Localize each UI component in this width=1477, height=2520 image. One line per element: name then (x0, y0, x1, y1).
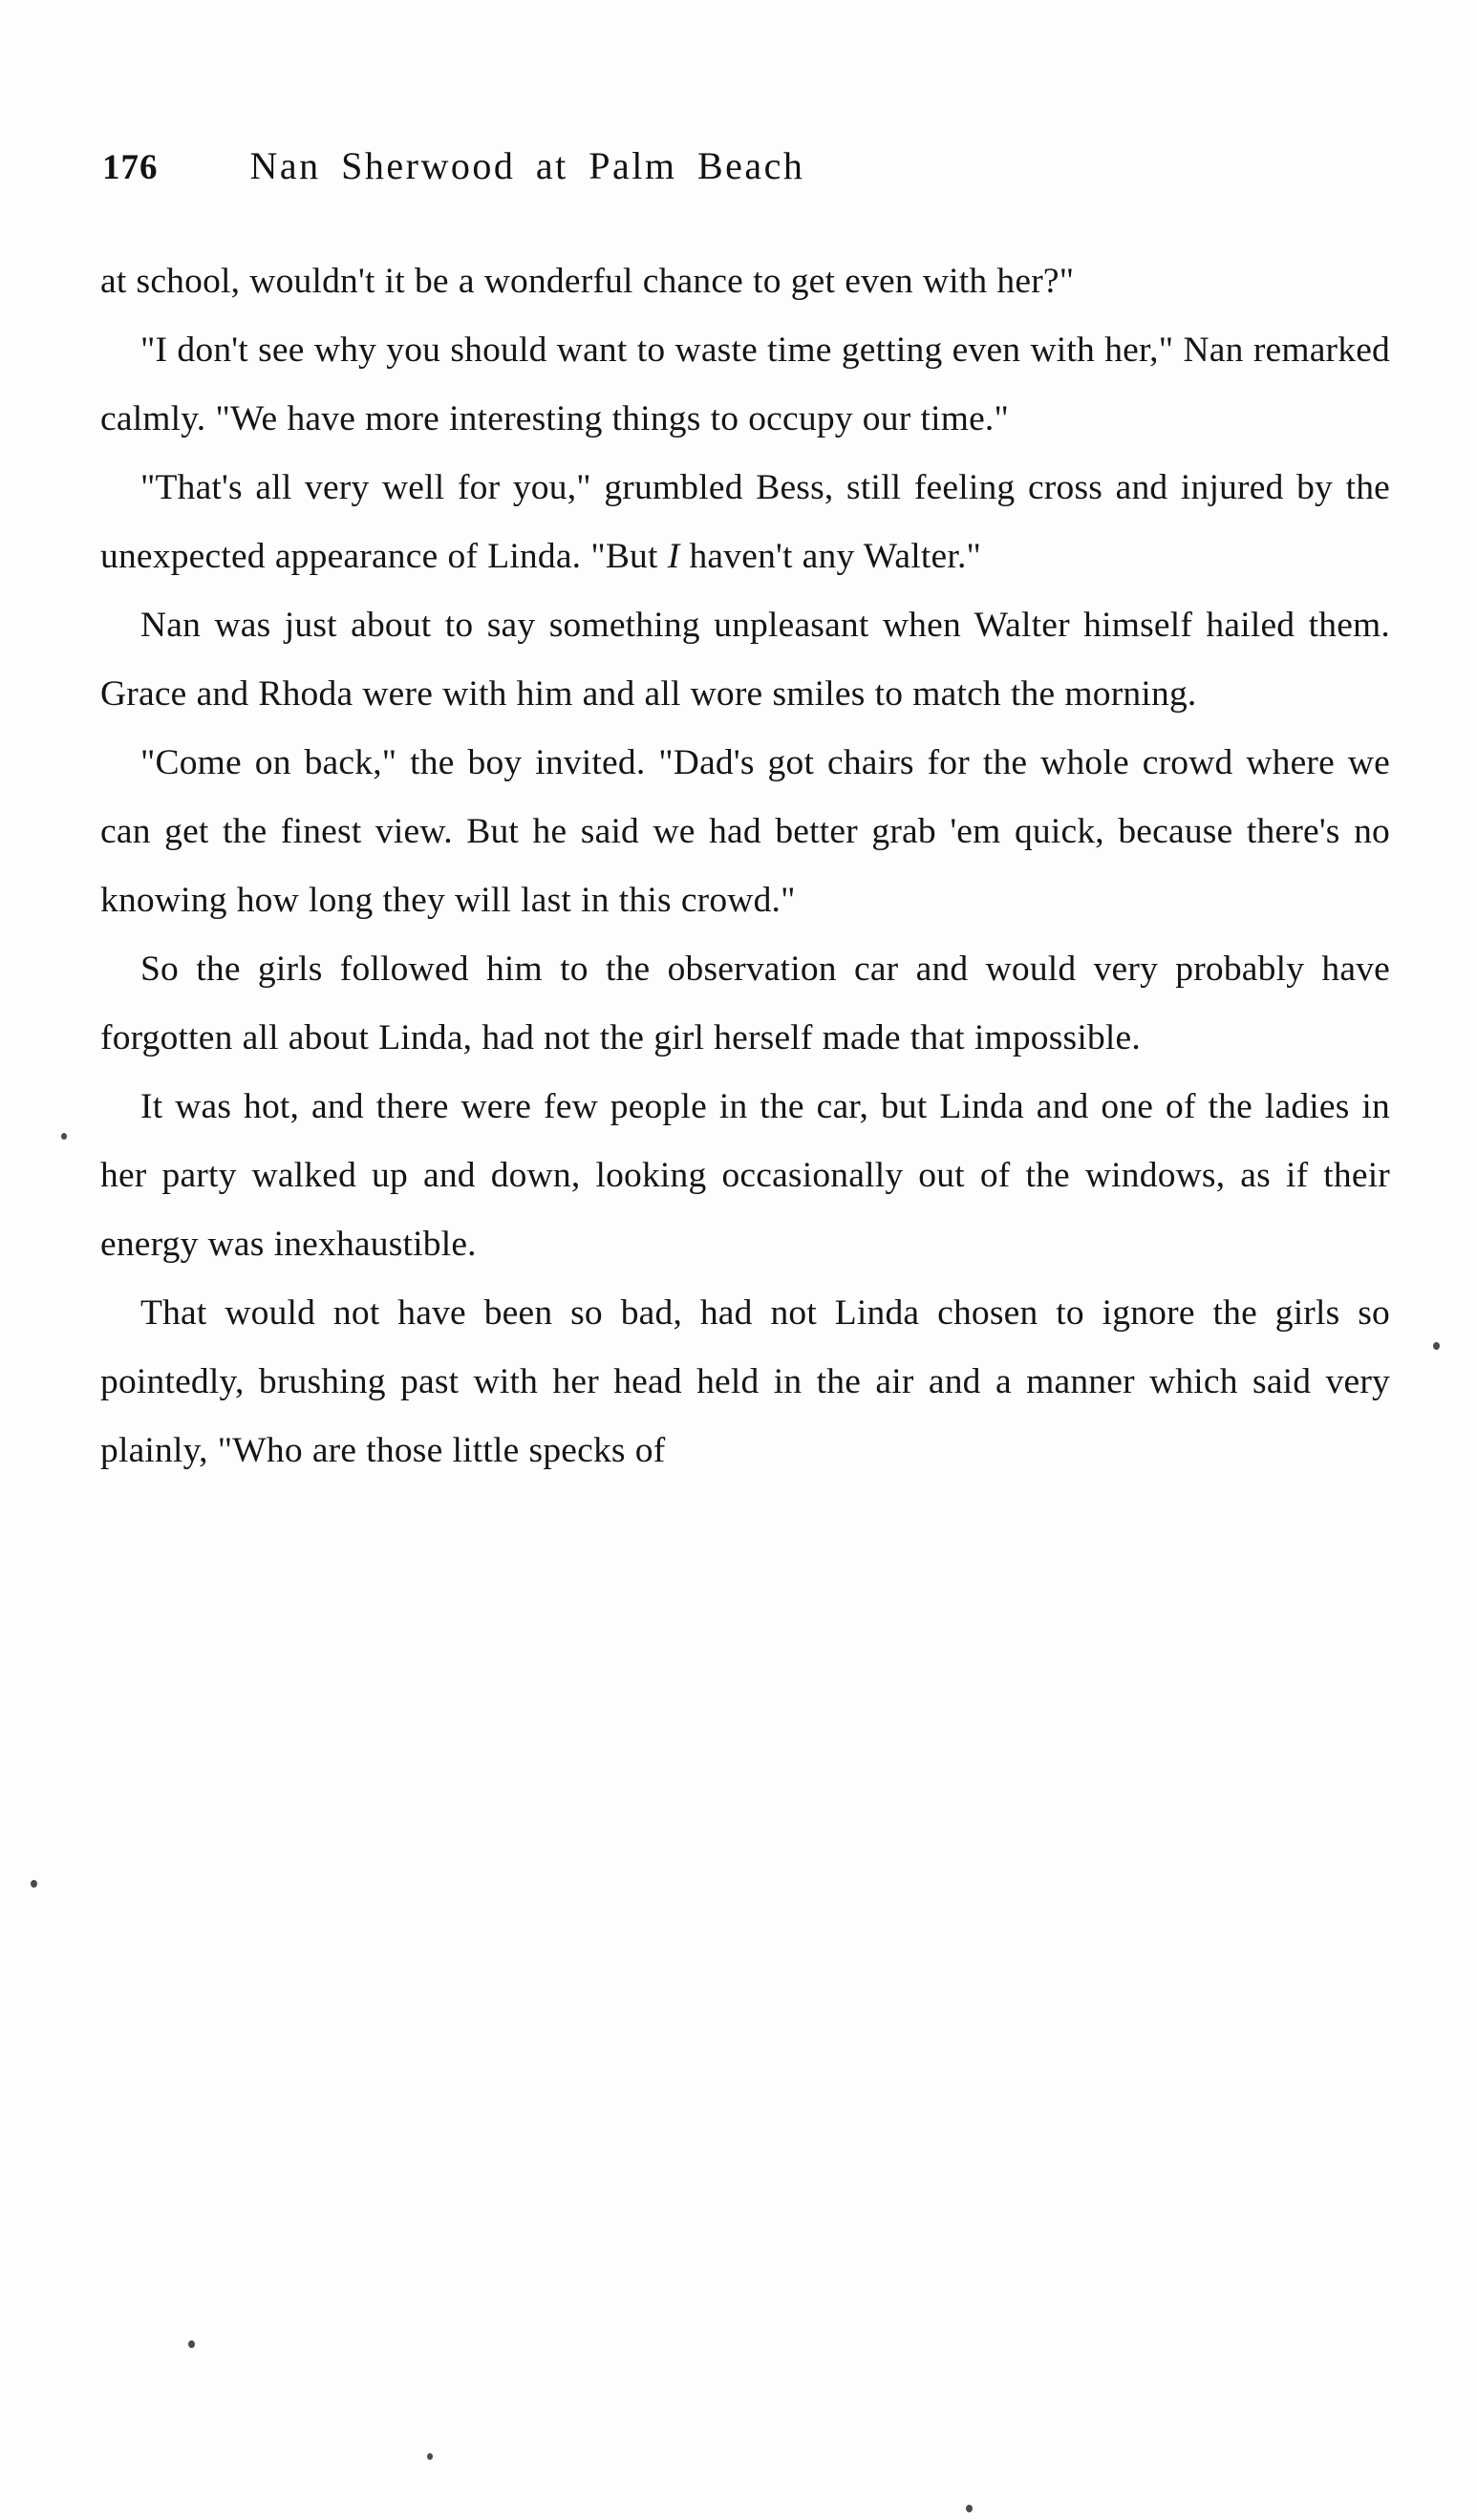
paragraph: That would not have been so bad, had not Linda chosen to ignore the girls so pointedly, brushing past with her head held in the air and a manner which said very plainly, "Who are those little specks of (100, 1293, 1390, 1470)
paragraph: Nan was just about to say something unpleasant when Walter himself hailed them. Grace and Rhoda were with him and all wore smiles to match the morning. (100, 606, 1390, 714)
page-content (100, 143, 1390, 1485)
body-text (100, 247, 1390, 1485)
print-speck (188, 2340, 195, 2348)
paragraph: "I don't see why you should want to waste time getting even with her," Nan remarked calmly. "We have more interesting things to occupy our time." (100, 331, 1390, 438)
print-speck (1433, 1342, 1440, 1350)
page-number: 176 (102, 148, 159, 187)
paragraph: "Come on back," the boy invited. "Dad's got chairs for the whole crowd where we can get the finest view. But he said we had better grab 'em quick, because there's no knowing how long they will last in this crowd." (100, 743, 1390, 920)
print-speck (61, 1133, 67, 1140)
page-header (100, 143, 1390, 188)
paragraph: at school, wouldn't it be a wonderful chance to get even with her?" (100, 262, 1075, 301)
print-speck (427, 2453, 433, 2460)
running-head-title: Nan Sherwood at Palm Beach (249, 144, 805, 187)
print-speck (966, 2505, 973, 2512)
print-speck (31, 1880, 37, 1888)
paragraph: So the girls followed him to the observation car and would very probably have forgotten all about Linda, had not the girl herself made that impossible. (100, 950, 1390, 1057)
paragraph: "That's all very well for you," grumbled Bess, still feeling cross and injured by the unexpected appearance of Linda. "But I haven't any Walter." (100, 468, 1390, 576)
paragraph: It was hot, and there were few people in the car, but Linda and one of the ladies in her party walked up and down, looking occasionally out of the windows, as if their energy was inexhaustible. (100, 1087, 1390, 1264)
